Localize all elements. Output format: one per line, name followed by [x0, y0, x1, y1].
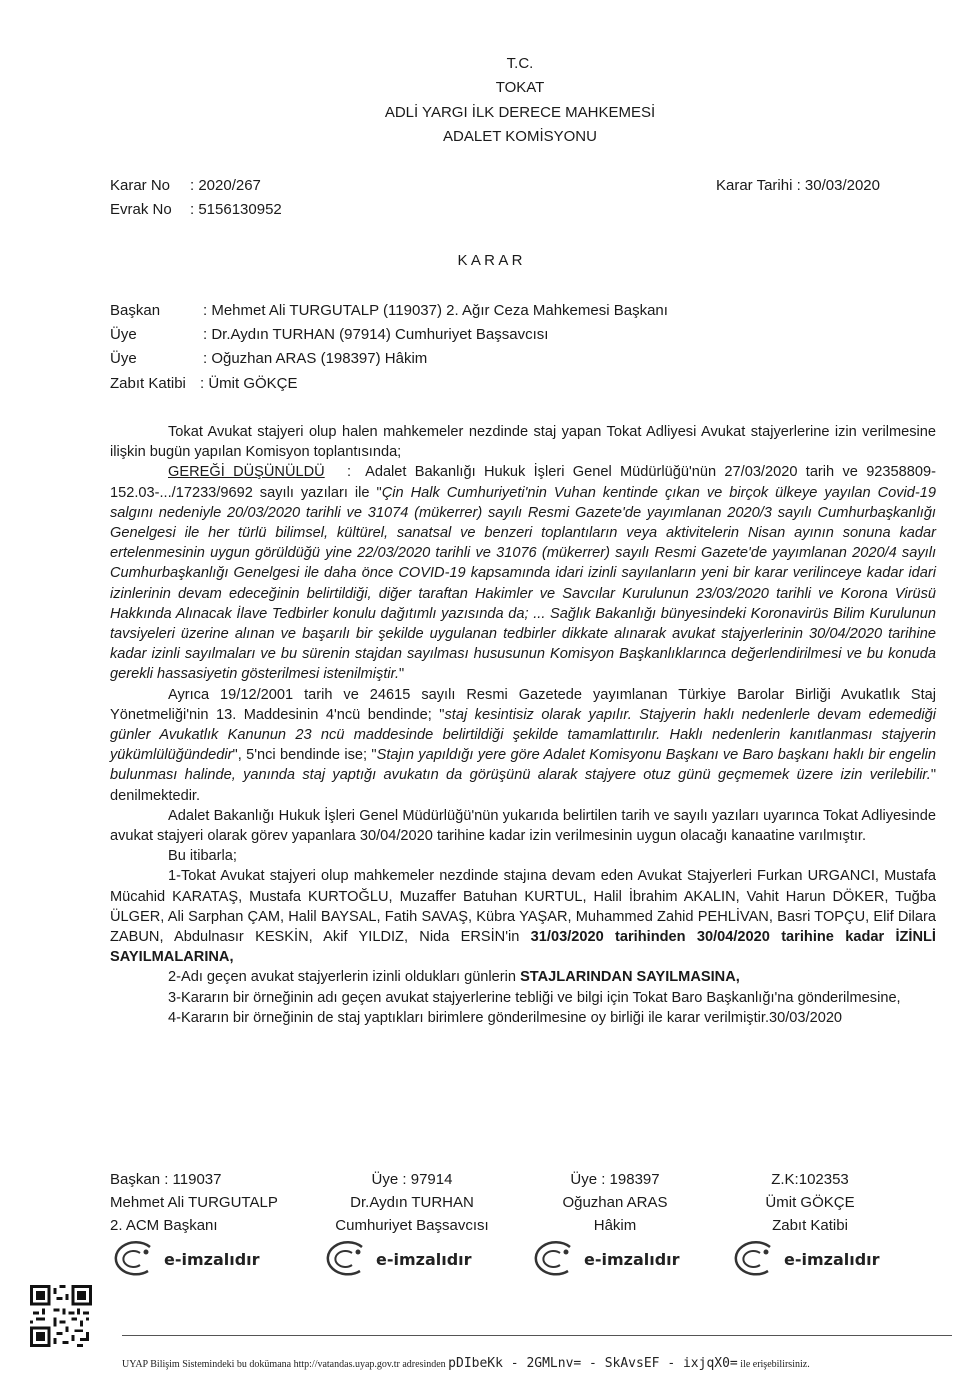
e-signature-seal: [110, 1239, 310, 1279]
header-city: TOKAT: [495, 79, 545, 96]
signature-member-2: [530, 1168, 700, 1279]
member-role-3: Üye: [110, 350, 137, 367]
member-value-2: : Dr.Aydın TURHAN (97914) Cumhuriyet Başsavcısı: [203, 326, 549, 343]
e-signature-text: e-imzalıdır: [584, 1249, 680, 1269]
signature-line1: Başkan : 119037: [110, 1171, 222, 1188]
signature-line3: Cumhuriyet Başsavcısı: [335, 1217, 489, 1234]
e-signature-text: e-imzalıdır: [376, 1249, 472, 1269]
item2-text: 2-Adı geçen avukat stajyerlerin izinli oldukları günlerin: [168, 969, 521, 986]
regulation-paragraph: [110, 685, 936, 806]
signature-line1: Üye : 198397: [570, 1171, 660, 1188]
signature-line2: Ümit GÖKÇE: [765, 1194, 855, 1211]
evrak-no-value: : 5156130952: [190, 201, 282, 218]
signature-line1: Üye : 97914: [371, 1171, 453, 1188]
signature-line1: Z.K:102353: [771, 1171, 849, 1188]
member-value-3: : Oğuzhan ARAS (198397) Hâkim: [203, 350, 428, 367]
signature-line2: Mehmet Ali TURGUTALP: [110, 1194, 278, 1211]
e-signature-seal: [530, 1239, 700, 1279]
member-value-1: : Mehmet Ali TURGUTALP (119037) 2. Ağır Ceza Mahkemesi Başkanı: [203, 302, 668, 319]
p2-quote-2: Stajın yapıldığı yere göre Adalet Komisyonu Başkanı ve Baro başkanı haklı bir engelin bulunması halinde, yanında staj yaptığı avukatın da görüşünü alarak stajyere otuz günü geçmemek üzere izin verilebilir.: [110, 747, 937, 784]
considered-colon: :: [347, 464, 352, 481]
karar-no-value: : 2020/267: [190, 177, 261, 194]
p2-text-b: ", 5'nci bendinde ise; ": [232, 747, 377, 764]
signature-line2: Oğuzhan ARAS: [562, 1194, 668, 1211]
e-signature-seal: [730, 1239, 890, 1279]
item1-bold: 31/03/2020 tarihinden 30/04/2020 tarihine kadar İZİNLİ SAYILMALARINA,: [110, 929, 936, 966]
signature-clerk: [730, 1168, 890, 1279]
considered-paragraph: GEREĞİ DÜŞÜNÜLDÜ : Adalet Bakanlığı Hukuk İşleri Genel Müdürlüğü'nün 27/03/2020 tarih ve 92358809-152.03-.../17233/9692 sayılı yazıları ile "Çin Halk Cumhuriyeti'nin Vuhan kentinde çıkan ve birçok ülkeye yayılan Covid-19 salgını nedeniyle 20/03/2020 tarihli ve 31074 (mükerrer) sayılı Resmi Gazete'de yayımlanan 2020/3 sayılı Cumhurbaşkanlığı Genelgesi ile her türlü bilimsel, kültürel, sanatsal ve benzeri toplantıların veya aktivitelerin Nisan ayının sonuna kadar ertelenmesinin uygun görüldüğü yine 22/03/2020 tarihli ve 31076 (mükerrer) sayılı Resmi Gazete'de yayımlanan 2020/4 sayılı Cumhurbaşkanlığı Genelgesi ile daha önce COVID-19 kapsamında idari izinli sayılanların yeni bir karar verilinceye kadar idari izinlerinin devam edeceğinin belirtildiği, diğer taraftan Hakimler ve Savcılar Kurulunun 23/03/2020 tarihli ve Korona Virüsü Hakkında Alınacak İlave Tedbirler konulu dağıtımlı yazısında da; ... Sağlık Bakanlığı bünyesindeki Koronavirüs Bilim Kurulunun tavsiyeleri üzerine alınan ve başarılı bir şekilde uygulanan tedbirler dikkate alınarak avukat stajyerlerinin 30/04/2020 tarihine kadar izinli sayılmaları ve bu sürenin stajdan sayılması hususunun Komisyon Başkanlıklarınca değerlendirilmesi ve bu konuda gerekli hassasiyetin gösterilmesi istenilmiştir.": [110, 464, 937, 683]
footer-bar: [122, 1335, 952, 1370]
e-signature-seal: [322, 1239, 502, 1279]
therefore-label: Bu itibarla;: [168, 848, 237, 865]
decision-item-3: 3-Kararın bir örneğinin adı geçen avukat stajyerlerine tebliği ve bilgi için Tokat Baro Başkanlığı'na gönderilmesine,: [168, 989, 901, 1006]
header-tc: T.C.: [506, 55, 534, 72]
decision-item-4: 4-Kararın bir örneğinin de staj yaptıkları birimlere gönderilmesine oy birliği ile karar verilmiştir.30/03/2020: [168, 1009, 843, 1026]
signature-line3: Zabıt Katibi: [772, 1217, 848, 1234]
member-value-4: : Ümit GÖKÇE: [200, 375, 298, 392]
p1-quote: Çin Halk Cumhuriyeti'nin Vuhan kentinde çıkan ve birçok ülkeye yayılan Covid-19 salgını nedeniyle 20/03/2020 tarihli ve 31074 (mükerrer) sayılı Resmi Gazete'de yayımlanan 2020/3 sayılı Cumhurbaşkanlığı Genelgesi ile her türlü bilimsel, kültürel, sanatsal ve benzeri toplantıların veya aktivitelerin Nisan ayının sonuna kadar ertelenmesinin uygun görüldüğü yine 22/03/2020 tarihli ve 31076 (mükerrer) sayılı Resmi Gazete'de yayımlanan 2020/4 sayılı Cumhurbaşkanlığı Genelgesi ile daha önce COVID-19 kapsamında idari izinli sayılanların yeni bir karar verilinceye kadar idari izinlerinin devam edeceğinin belirtildiği, diğer taraftan Hakimler ve Savcılar Kurulunun 23/03/2020 tarihli ve Korona Virüsü Hakkında Alınacak İlave Tedbirler konulu dağıtımlı yazısında da; ... Sağlık Bakanlığı bünyesindeki Koronavirüs Bilim Kurulunun tavsiyeleri üzerine alınan ve başarılı bir şekilde uygulanan tedbirler dikkate alınarak avukat stajyerlerinin 30/04/2020 tarihine kadar izinli sayılmaları ve bu sürenin stajdan sayılması hususunun Komisyon Başkanlıklarınca değerlendirilmesi ve bu konuda gerekli hassasiyetin gösterilmesi istenilmiştir.: [110, 484, 937, 683]
footer-suffix: ile erişebilirsiniz.: [740, 1359, 810, 1370]
e-signature-text: e-imzalıdır: [164, 1249, 260, 1269]
member-role-1: Başkan: [110, 302, 161, 319]
decision-item-1: [110, 866, 936, 967]
footer-access-code: pDIbeKk - 2GMLnv= - SkAvsEF - ixjqX0=: [448, 1356, 738, 1371]
e-signature-icon: [530, 1239, 578, 1279]
karar-tarihi: Karar Tarihi : 30/03/2020: [716, 177, 880, 194]
evrak-no-label: Evrak No: [110, 201, 172, 218]
conclusion-paragraph: Adalet Bakanlığı Hukuk İşleri Genel Müdürlüğü'nün yukarıda belirtilen tarih ve sayılı yazıları uyarınca Tokat Adliyesinde avukat stajyeri olarak görev yapanlara 30/04/2020 tarihine kadar izin verilmesinin uygun olacağı kanaatine varılmıştır.: [110, 807, 936, 845]
qr-code-icon: [30, 1285, 92, 1347]
intro-paragraph: Tokat Avukat stajyeri olup halen mahkemeler nezdinde staj yapan Tokat Adliyesi Avukat stajyerlerine izin verilmesine ilişkin bugün yapılan Komisyon toplantısında;: [110, 424, 936, 461]
p2-text-a: Ayrıca 19/12/2001 tarih ve 24615 sayılı Resmi Gazetede yayımlanan Türkiye Barolar Birliği Avukatlık Staj Yönetmeliği'nin 13. Maddesinin 4'ncü bendinde; ": [110, 686, 936, 723]
e-signature-icon: [110, 1239, 158, 1279]
footer-prefix: UYAP Bilişim Sistemindeki bu dokümana http://vatandas.uyap.gov.tr adresinden: [122, 1359, 446, 1370]
header-commission: ADALET KOMİSYONU: [443, 128, 597, 145]
considered-label: GEREĞİ DÜŞÜNÜLDÜ: [168, 464, 325, 481]
decision-body: [110, 422, 936, 1028]
item1-text: 1-Tokat Avukat stajyeri olup mahkemeler nezdinde stajına devam eden Avukat Stajyerleri Furkan URGANCI, Mustafa Mücahid KARATAŞ, Mustafa KURTOĞLU, Muzaffer Batuhan KURTUL, Halil İbrahim AKALIN, Vahit Harun DÖKER, Tuğba ÜLGER, Ali Sarphan ÇAM, Halil BAYSAL, Fatih SAVAŞ, Kübra YAŞAR, Muhammed Zahid PEHLİVAN, Basri TOPÇU, Elif Dilara ZABUN, Abdulnasır KESKİN, Akif YILDIZ, Nida ERSİN'in: [110, 868, 936, 946]
signature-line2: Dr.Aydın TURHAN: [350, 1194, 474, 1211]
signature-line3: Hâkim: [593, 1217, 637, 1234]
document-title: K A R A R: [457, 252, 523, 269]
p2-text-c: " denilmektedir.: [110, 767, 936, 804]
signature-president: [110, 1168, 310, 1279]
member-role-4: Zabıt Katibi: [110, 375, 186, 392]
e-signature-icon: [730, 1239, 778, 1279]
e-signature-text: e-imzalıdır: [784, 1249, 880, 1269]
signature-member-1: [322, 1168, 502, 1279]
footer-line: [122, 1356, 810, 1371]
p2-quote-1: staj kesintisiz olarak yapılır. Stajyerin haklı nedenlerle devam edemediği günler Avukatlık Kanunun 23 ncü maddesinde belirtildiği şekilde tamamlattırılır. Haklı nedenlerin kanıtlanması stajyerin yükümlülüğündedir: [110, 706, 937, 764]
item2-bold: STAJLARINDAN SAYILMASINA,: [520, 969, 740, 986]
e-signature-icon: [322, 1239, 370, 1279]
p1-text: Adalet Bakanlığı Hukuk İşleri Genel Müdürlüğü'nün 27/03/2020 tarih ve 92358809-152.03-.../17233/9692 sayılı yazıları ile ": [110, 464, 936, 501]
karar-no-label: Karar No: [110, 177, 171, 194]
decision-item-2: [110, 967, 936, 987]
member-role-2: Üye: [110, 326, 137, 343]
signature-line3: 2. ACM Başkanı: [110, 1217, 218, 1234]
header-court: ADLİ YARGI İLK DERECE MAHKEMESİ: [384, 104, 656, 121]
